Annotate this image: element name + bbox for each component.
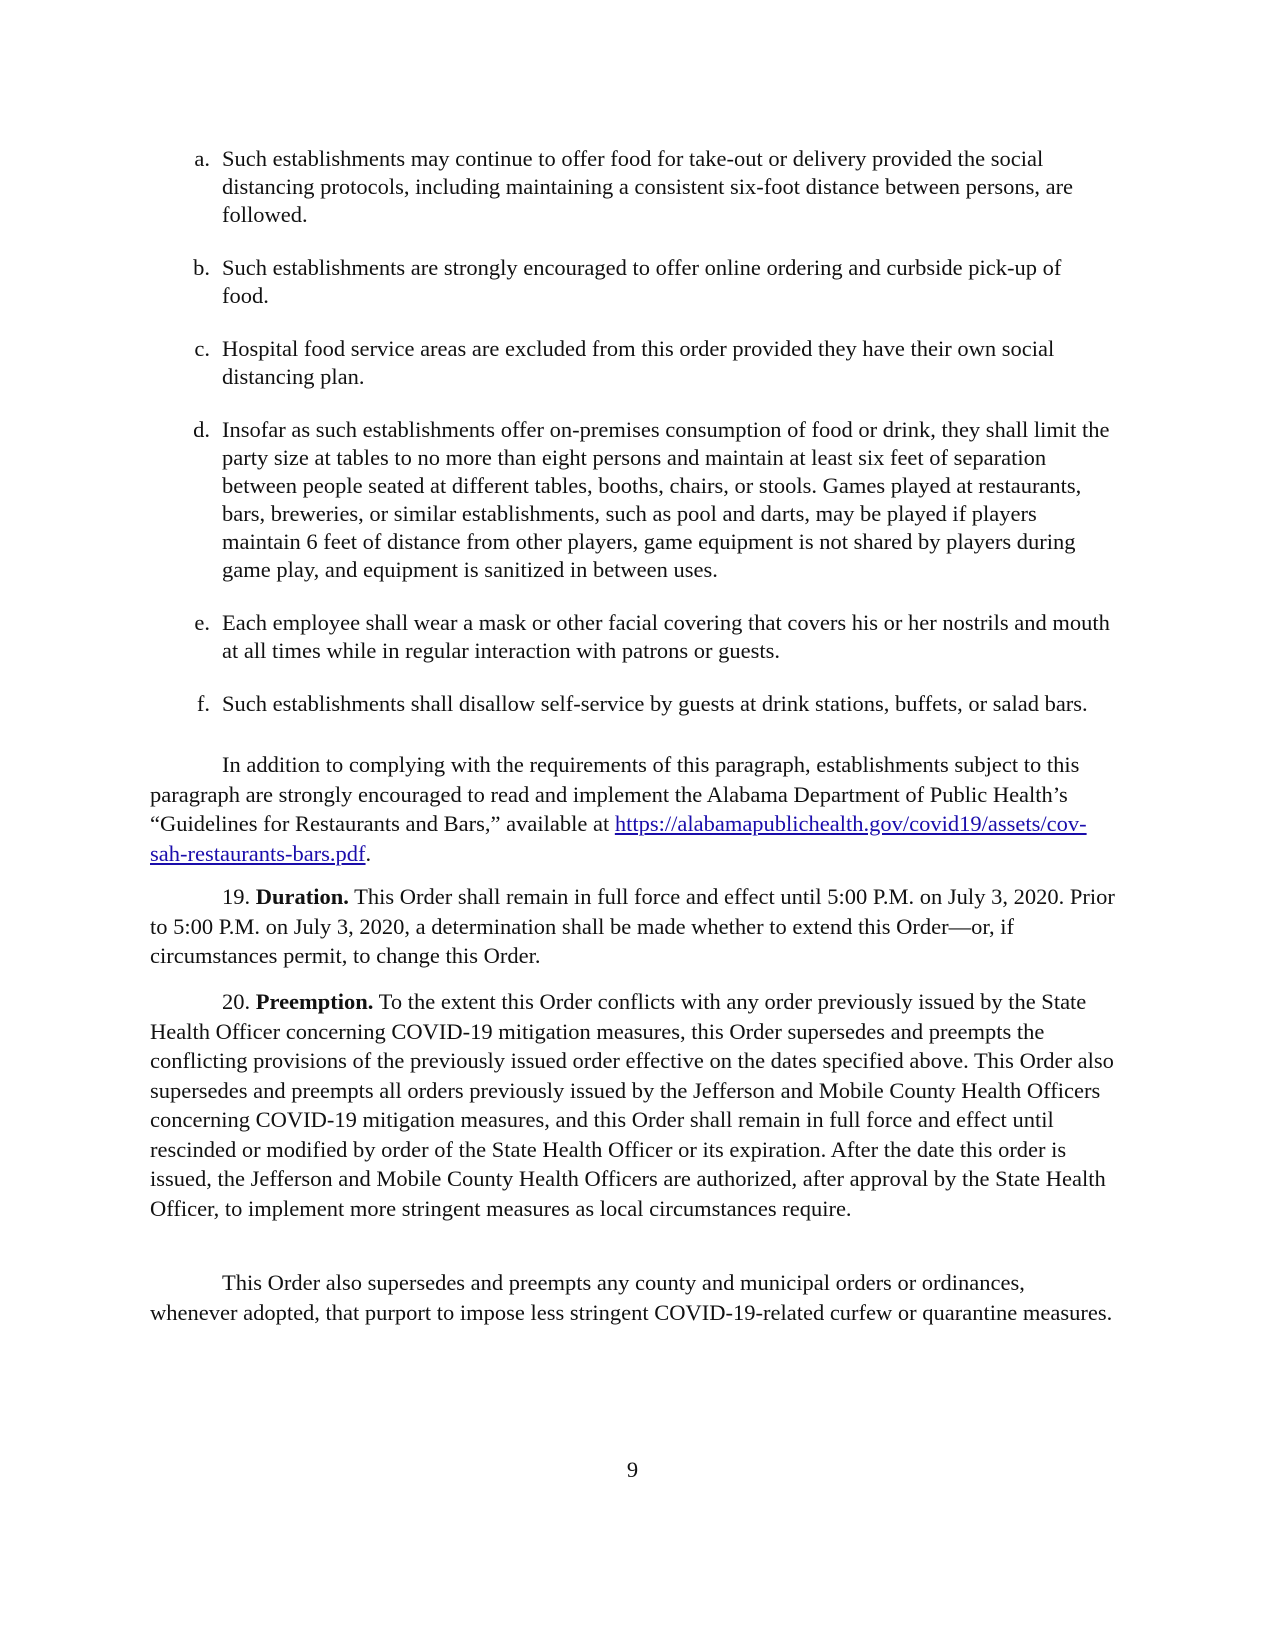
guidelines-link[interactable]: https://alabamapublichealth.gov/covid19/assets/cov-sah-restaurants-bars.pdf: [150, 811, 1087, 866]
requirements-list: [150, 145, 1110, 743]
list-marker: a.: [194, 146, 210, 171]
list-marker: b.: [193, 255, 210, 280]
list-marker: e.: [194, 610, 210, 635]
duration-paragraph: [150, 882, 1115, 971]
preemption-number: 20.: [222, 989, 256, 1014]
page-number: 9: [626, 1457, 639, 1482]
list-marker: c.: [194, 336, 210, 361]
preemption-text: To the extent this Order conflicts with any order previously issued by the State Health Officer concerning COVID-19 mitigation measures, this Order supersedes and preempts the conflicting provisions of the previously issued order effective on the dates specified above. This Order also supersedes and preempts all orders previously issued by the Jefferson and Mobile County Health Officers concerning COVID-19 mitigation measures, and this Order shall remain in full force and effect until rescinded or modified by order of the State Health Officer or its expiration. After the date this order is issued, the Jefferson and Mobile County Health Officers are authorized, after approval by the State Health Officer, to implement more stringent measures as local circumstances require.: [150, 989, 1114, 1221]
list-item-text: Such establishments may continue to offer food for take-out or delivery provided the social distancing protocols, including maintaining a consistent six-foot distance between persons, are followed.: [222, 146, 1074, 227]
duration-text: This Order shall remain in full force and effect until 5:00 P.M. on July 3, 2020. Prior to 5:00 P.M. on July 3, 2020, a determination shall be made whether to extend this Order—or, if circumstances permit, to change this Order.: [150, 884, 1115, 968]
list-item-text: Each employee shall wear a mask or other facial covering that covers his or her nostrils and mouth at all times while in regular interaction with patrons or guests.: [222, 610, 1110, 663]
guidelines-end: .: [365, 840, 372, 866]
preemption-heading: Preemption.: [255, 989, 374, 1014]
list-item-text: Insofar as such establishments offer on-premises consumption of food or drink, they shall limit the party size at tables to no more than eight persons and maintain at least six feet of separation between people seated at different tables, booths, chairs, or stools. Games played at restaurants, bars, breweries, or similar establishments, such as pool and darts, may be played if players maintain 6 feet of distance from other players, game equipment is not shared by players during game play, and equipment is sanitized in between uses.: [222, 417, 1110, 582]
preemption-paragraph: [150, 987, 1115, 1223]
list-marker: f.: [196, 691, 210, 716]
duration-heading: Duration.: [255, 884, 349, 909]
list-item: [150, 335, 1110, 391]
list-item: [150, 254, 1110, 310]
list-item: [150, 690, 1110, 718]
duration-number: 19.: [222, 884, 256, 909]
final-paragraph: This Order also supersedes and preempts any county and municipal orders or ordinances, whenever adopted, that purport to impose less stringent COVID-19-related curfew or quarantine measures.: [150, 1270, 1113, 1325]
list-item: [150, 416, 1110, 584]
list-item-text: Such establishments are strongly encouraged to offer online ordering and curbside pick-up of food.: [222, 255, 1062, 308]
guidelines-text: In addition to complying with the requirements of this paragraph, establishments subject to this paragraph are strongly encouraged to read and implement the Alabama Department of Public Health’s “Guidelines for Restaurants and Bars,” available at: [150, 752, 1080, 836]
guidelines-paragraph: [150, 750, 1115, 868]
list-item: [150, 145, 1110, 229]
list-item-text: Such establishments shall disallow self-service by guests at drink stations, buffets, or salad bars.: [222, 691, 1088, 716]
list-item: [150, 609, 1110, 665]
list-marker: d.: [193, 417, 210, 442]
list-item-text: Hospital food service areas are excluded from this order provided they have their own social distancing plan.: [222, 336, 1055, 389]
